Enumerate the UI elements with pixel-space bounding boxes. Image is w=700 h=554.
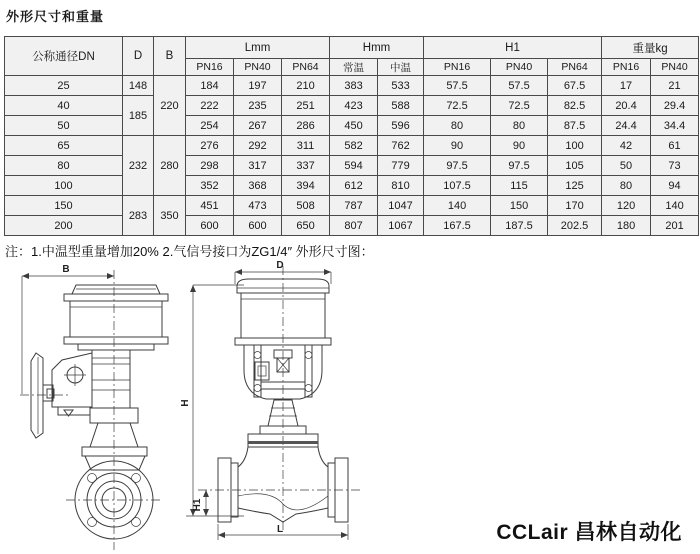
dimensions-table [4,36,699,236]
table-cell: 337 [282,156,330,176]
table-cell: 42 [602,136,651,156]
table-cell: 90 [424,136,491,156]
dim-label-b: B [62,264,70,275]
sub-header: PN40 [234,59,282,76]
table-cell: 451 [186,196,234,216]
table-row [5,76,699,96]
col-header-weight-group: 重量kg [602,37,699,59]
sub-header: PN16 [602,59,651,76]
dim-label-h: H [180,399,191,407]
table-cell: 100 [548,136,602,156]
table-row [5,96,699,116]
table-cell: 72.5 [491,96,548,116]
table-cell: 787 [330,196,378,216]
table-cell: 67.5 [548,76,602,96]
table-row [5,196,699,216]
sub-header: PN64 [282,59,330,76]
table-cell: 80 [602,176,651,196]
table-cell: 600 [186,216,234,236]
table-cell: 140 [651,196,699,216]
table-cell: 254 [186,116,234,136]
table-cell: 65 [5,136,123,156]
table-cell: 50 [602,156,651,176]
table-cell: 450 [330,116,378,136]
table-cell: 80 [424,116,491,136]
table-cell: 73 [651,156,699,176]
sub-header: PN16 [186,59,234,76]
table-cell: 57.5 [424,76,491,96]
table-cell: 34.4 [651,116,699,136]
table-cell: 276 [186,136,234,156]
table-cell: 57.5 [491,76,548,96]
table-cell: 187.5 [491,216,548,236]
table-row [5,156,699,176]
table-row [5,116,699,136]
dim-label-h1: H1 [192,498,203,512]
table-cell: 423 [330,96,378,116]
table-cell: 807 [330,216,378,236]
sub-header: PN16 [424,59,491,76]
col-header-l-group: Lmm [186,37,330,59]
table-cell: 286 [282,116,330,136]
col-header-h-group: Hmm [330,37,424,59]
table-cell: 94 [651,176,699,196]
table-cell: 600 [234,216,282,236]
table-cell: 394 [282,176,330,196]
table-cell: 650 [282,216,330,236]
table-cell: 50 [5,116,123,136]
table-cell: 21 [651,76,699,96]
table-cell: 97.5 [491,156,548,176]
brand-logo: CCLair 昌林自动化 [496,521,682,544]
table-cell: 185 [123,96,154,136]
table-cell: 80 [491,116,548,136]
table-cell: 533 [378,76,424,96]
table-cell: 612 [330,176,378,196]
col-header-d: D [123,37,154,76]
page-title: 外形尺寸和重量 [6,9,105,24]
table-cell: 167.5 [424,216,491,236]
table-cell: 105 [548,156,602,176]
table-cell: 148 [123,76,154,96]
table-cell: 82.5 [548,96,602,116]
table-cell: 232 [123,136,154,196]
table-cell: 1067 [378,216,424,236]
table-cell: 197 [234,76,282,96]
valve-drawings-svg [8,258,368,554]
table-cell: 222 [186,96,234,116]
table-cell: 61 [651,136,699,156]
table-cell: 72.5 [424,96,491,116]
table-cell: 779 [378,156,424,176]
table-cell: 80 [5,156,123,176]
table-cell: 596 [378,116,424,136]
table-cell: 40 [5,96,123,116]
table-cell: 170 [548,196,602,216]
table-cell: 120 [602,196,651,216]
table-cell: 298 [186,156,234,176]
table-cell: 383 [330,76,378,96]
table-cell: 267 [234,116,282,136]
table-cell: 201 [651,216,699,236]
table-cell: 107.5 [424,176,491,196]
sub-header: PN40 [651,59,699,76]
col-header-b: B [154,37,186,76]
sub-header: 常温 [330,59,378,76]
sub-header: PN40 [491,59,548,76]
dim-label-l: L [276,524,284,535]
table-cell: 150 [491,196,548,216]
table-cell: 200 [5,216,123,236]
table-cell: 210 [282,76,330,96]
table-cell: 100 [5,176,123,196]
table-cell: 508 [282,196,330,216]
table-cell: 184 [186,76,234,96]
table-cell: 125 [548,176,602,196]
table-cell: 280 [154,136,186,196]
table-cell: 251 [282,96,330,116]
table-cell: 317 [234,156,282,176]
table-cell: 17 [602,76,651,96]
table-cell: 368 [234,176,282,196]
table-cell: 352 [186,176,234,196]
left-valve-view [20,264,168,550]
table-cell: 87.5 [548,116,602,136]
outline-drawings [8,258,368,554]
table-cell: 762 [378,136,424,156]
table-cell: 594 [330,156,378,176]
table-cell: 311 [282,136,330,156]
table-cell: 582 [330,136,378,156]
table-cell: 20.4 [602,96,651,116]
table-cell: 90 [491,136,548,156]
table-cell: 115 [491,176,548,196]
table-cell: 202.5 [548,216,602,236]
table-cell: 1047 [378,196,424,216]
table-cell: 180 [602,216,651,236]
table-row [5,136,699,156]
table-cell: 220 [154,76,186,136]
sub-header: PN64 [548,59,602,76]
col-header-h1-group: H1 [424,37,602,59]
table-row [5,176,699,196]
table-cell: 24.4 [602,116,651,136]
table-cell: 150 [5,196,123,216]
table-cell: 473 [234,196,282,216]
table-cell: 140 [424,196,491,216]
table-cell: 235 [234,96,282,116]
footnote: 注：1.中温型重量增加20% 2.气信号接口为ZG1/4″ 外形尺寸图： [5,244,374,259]
dim-label-d: D [276,260,284,271]
table-cell: 292 [234,136,282,156]
table-cell: 810 [378,176,424,196]
table-row [5,216,699,236]
right-valve-view [180,260,362,540]
table-cell: 25 [5,76,123,96]
table-cell: 283 [123,196,154,236]
sub-header: 中温 [378,59,424,76]
table-cell: 350 [154,196,186,236]
table-cell: 588 [378,96,424,116]
table-cell: 97.5 [424,156,491,176]
table-cell: 29.4 [651,96,699,116]
header-row-groups [5,37,699,59]
col-header-dn: 公称通径DN [5,37,123,76]
